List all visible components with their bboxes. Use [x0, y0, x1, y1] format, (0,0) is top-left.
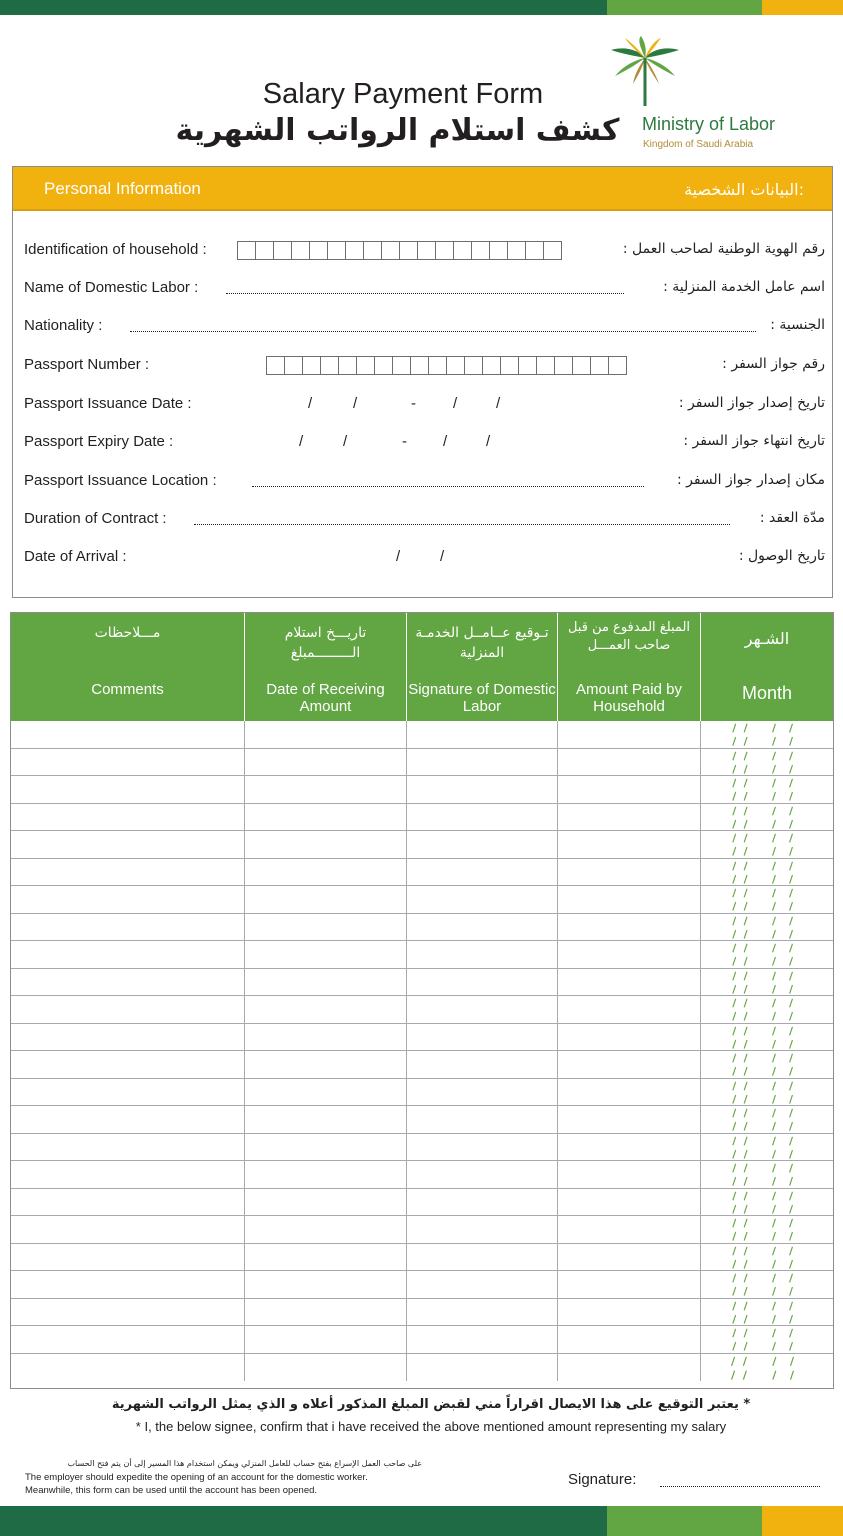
cell-amount[interactable] [558, 969, 701, 996]
nationality-label-en: Nationality : [24, 317, 103, 334]
expiry-date-label-en: Passport Expiry Date : [24, 433, 174, 450]
cell-comments[interactable] [11, 1106, 245, 1133]
cell-amount[interactable] [558, 1244, 701, 1271]
char-box[interactable] [590, 356, 609, 375]
char-box[interactable] [392, 356, 411, 375]
date-slash: / [353, 395, 358, 412]
char-box[interactable] [381, 241, 400, 260]
cell-amount[interactable] [558, 914, 701, 941]
expiry-date-field[interactable] [24, 431, 825, 455]
cell-date[interactable] [245, 1134, 407, 1161]
cell-month[interactable] [701, 859, 833, 886]
cell-signature[interactable] [407, 1244, 558, 1271]
month-date-slashes-icon [725, 1354, 805, 1382]
cell-signature[interactable] [407, 776, 558, 803]
cell-date[interactable] [245, 859, 407, 886]
column-header-ar: المبلغ المدفوع من قبل صاحب العمـــل [567, 620, 691, 653]
char-box[interactable] [338, 356, 357, 375]
column-header-ar: تـوقيع عــامــل الخدمـة المنزلية [415, 625, 549, 661]
cell-date[interactable] [245, 1354, 407, 1382]
cell-date[interactable] [245, 1299, 407, 1326]
signature-label: Signature: [568, 1471, 637, 1488]
month-date-slashes-icon [725, 1161, 805, 1188]
cell-signature[interactable] [407, 1024, 558, 1051]
month-date-slashes-icon [725, 1106, 805, 1133]
cell-month[interactable] [701, 1134, 833, 1161]
issuance-location-label-ar: مكان إصدار جواز السفر : [676, 472, 825, 488]
cell-month[interactable] [701, 721, 833, 748]
char-box[interactable] [345, 241, 364, 260]
cell-month[interactable] [701, 1354, 833, 1382]
char-box[interactable] [453, 241, 472, 260]
date-slash: / [308, 395, 313, 412]
cell-amount[interactable] [558, 941, 701, 968]
cell-signature[interactable] [407, 1326, 558, 1353]
column-header-en: Signature of Domestic Labor [408, 681, 556, 715]
arrival-date-label-ar: تاريخ الوصول : [738, 548, 825, 564]
cell-date[interactable] [245, 1079, 407, 1106]
char-box[interactable] [428, 356, 447, 375]
char-box[interactable] [374, 356, 393, 375]
table-row [11, 831, 833, 859]
cell-comments[interactable] [11, 914, 245, 941]
table-row [11, 1079, 833, 1107]
cell-comments[interactable] [11, 1134, 245, 1161]
month-date-slashes-icon [725, 776, 805, 803]
cell-amount[interactable] [558, 1216, 701, 1243]
cell-date[interactable] [245, 969, 407, 996]
cell-date[interactable] [245, 1051, 407, 1078]
cell-amount[interactable] [558, 1299, 701, 1326]
table-row [11, 1189, 833, 1217]
cell-comments[interactable] [11, 1189, 245, 1216]
signature-line[interactable] [660, 1486, 820, 1487]
cell-signature[interactable] [407, 1051, 558, 1078]
cell-month[interactable] [701, 749, 833, 776]
cell-amount[interactable] [558, 776, 701, 803]
char-box[interactable] [536, 356, 555, 375]
arrival-date-label-en: Date of Arrival : [24, 548, 127, 565]
char-box[interactable] [273, 241, 292, 260]
month-date-slashes-icon [725, 831, 805, 858]
section-header [13, 167, 832, 211]
contract-duration-line[interactable] [194, 524, 730, 525]
passport-number-label-ar: رقم جواز السفر : [722, 356, 825, 372]
date-slash: / [343, 433, 348, 450]
cell-amount[interactable] [558, 1024, 701, 1051]
household-id-field[interactable] [24, 239, 825, 263]
date-slash: / [453, 395, 458, 412]
cell-amount[interactable] [558, 1079, 701, 1106]
passport-number-boxes[interactable] [266, 356, 626, 375]
cell-comments[interactable] [11, 1051, 245, 1078]
cell-signature[interactable] [407, 941, 558, 968]
cell-date[interactable] [245, 749, 407, 776]
char-box[interactable] [363, 241, 382, 260]
contract-duration-label-en: Duration of Contract : [24, 510, 167, 527]
cell-date[interactable] [245, 831, 407, 858]
month-date-slashes-icon [725, 886, 805, 913]
char-box[interactable] [543, 241, 562, 260]
cell-amount[interactable] [558, 1271, 701, 1298]
cell-signature[interactable] [407, 831, 558, 858]
column-header-en: Amount Paid by Household [576, 681, 682, 715]
char-box[interactable] [464, 356, 483, 375]
cell-signature[interactable] [407, 859, 558, 886]
cell-comments[interactable] [11, 1271, 245, 1298]
cell-date[interactable] [245, 1106, 407, 1133]
contract-duration-label-ar: مدّة العقد : [759, 510, 825, 526]
table-row [11, 1244, 833, 1272]
cell-comments[interactable] [11, 1326, 245, 1353]
date-slash: / [396, 548, 401, 565]
footer-note-en-line1: The employer should expedite the opening of an account for the domestic worker. [25, 1472, 368, 1483]
char-box[interactable] [507, 241, 526, 260]
cell-amount[interactable] [558, 804, 701, 831]
column-header-ar: تاريـــخ استلام الـــــــــمبلغ [284, 625, 367, 661]
personal-info-section [12, 166, 833, 598]
date-dash: - [411, 395, 416, 412]
cell-amount[interactable] [558, 1354, 701, 1382]
cell-comments[interactable] [11, 996, 245, 1023]
cell-month[interactable] [701, 1271, 833, 1298]
cell-date[interactable] [245, 1024, 407, 1051]
table-row [11, 1051, 833, 1079]
month-date-slashes-icon [725, 804, 805, 831]
cell-amount[interactable] [558, 1106, 701, 1133]
cell-month[interactable] [701, 886, 833, 913]
char-box[interactable] [446, 356, 465, 375]
nationality-label-ar: الجنسية : [770, 317, 825, 333]
char-box[interactable] [525, 241, 544, 260]
char-box[interactable] [554, 356, 573, 375]
table-row [11, 886, 833, 914]
cell-month[interactable] [701, 969, 833, 996]
issuance-date-label-en: Passport Issuance Date : [24, 395, 192, 412]
issuance-location-field[interactable] [24, 470, 825, 494]
cell-comments[interactable] [11, 1354, 245, 1382]
month-date-slashes-icon [725, 1134, 805, 1161]
form-title-ar: كشف استلام الرواتب الشهرية [175, 113, 620, 148]
section-title-en: Personal Information [44, 179, 201, 198]
cell-comments[interactable] [11, 859, 245, 886]
month-date-slashes-icon [725, 1271, 805, 1298]
cell-month[interactable] [701, 831, 833, 858]
month-date-slashes-icon [725, 859, 805, 886]
cell-signature[interactable] [407, 996, 558, 1023]
cell-signature[interactable] [407, 1134, 558, 1161]
cell-month[interactable] [701, 804, 833, 831]
char-box[interactable] [255, 241, 274, 260]
cell-amount[interactable] [558, 1326, 701, 1353]
char-box[interactable] [410, 356, 429, 375]
cell-month[interactable] [701, 1024, 833, 1051]
cell-month[interactable] [701, 1161, 833, 1188]
cell-date[interactable] [245, 721, 407, 748]
cell-month[interactable] [701, 1299, 833, 1326]
table-header [11, 613, 833, 721]
cell-signature[interactable] [407, 1106, 558, 1133]
cell-month[interactable] [701, 1106, 833, 1133]
cell-signature[interactable] [407, 1216, 558, 1243]
issuance-location-label-en: Passport Issuance Location : [24, 472, 217, 489]
cell-signature[interactable] [407, 804, 558, 831]
confirmation-note-ar: * يعتبر التوقيع على هذا الايصال اقراراً مني لقبض المبلغ المذكور أعلاه و الذي يمثل الرواتب الشهرية [111, 1397, 751, 1412]
cell-amount[interactable] [558, 721, 701, 748]
char-box[interactable] [417, 241, 436, 260]
cell-comments[interactable] [11, 721, 245, 748]
char-box[interactable] [500, 356, 519, 375]
column-header-month [701, 613, 833, 721]
month-date-slashes-icon [725, 721, 805, 748]
column-header-amount [558, 613, 701, 721]
month-date-slashes-icon [725, 749, 805, 776]
cell-signature[interactable] [407, 969, 558, 996]
month-date-slashes-icon [725, 1299, 805, 1326]
cell-signature[interactable] [407, 886, 558, 913]
char-box[interactable] [302, 356, 321, 375]
cell-date[interactable] [245, 804, 407, 831]
month-date-slashes-icon [725, 1216, 805, 1243]
passport-number-field[interactable] [24, 354, 825, 378]
table-row [11, 1326, 833, 1354]
month-date-slashes-icon [725, 969, 805, 996]
char-box[interactable] [327, 241, 346, 260]
cell-date[interactable] [245, 776, 407, 803]
date-slash: / [440, 548, 445, 565]
month-date-slashes-icon [725, 914, 805, 941]
labor-name-field[interactable] [24, 277, 825, 301]
char-box[interactable] [572, 356, 591, 375]
table-row [11, 804, 833, 832]
table-row [11, 1134, 833, 1162]
nationality-line[interactable] [130, 331, 756, 332]
ministry-subtitle: Kingdom of Saudi Arabia [643, 139, 754, 150]
cell-amount[interactable] [558, 859, 701, 886]
section-title-ar: البيانات الشخصية: [684, 180, 804, 199]
date-dash: - [402, 433, 407, 450]
cell-date[interactable] [245, 914, 407, 941]
column-header-signature [407, 613, 558, 721]
footer-note-en-line2: Meanwhile, this form can be used until the account has been opened. [25, 1485, 318, 1496]
cell-date[interactable] [245, 1216, 407, 1243]
ministry-name: Ministry of Labor [642, 114, 776, 134]
nationality-field[interactable] [24, 315, 825, 339]
table-row [11, 914, 833, 942]
cell-signature[interactable] [407, 1299, 558, 1326]
char-box[interactable] [237, 241, 256, 260]
issuance-location-line[interactable] [252, 486, 644, 487]
table-row [11, 1216, 833, 1244]
month-date-slashes-icon [725, 1189, 805, 1216]
labor-name-line[interactable] [226, 293, 624, 294]
confirmation-note-en: * I, the below signee, confirm that i have received the above mentioned amount representing my salary [135, 1419, 727, 1434]
cell-signature[interactable] [407, 1079, 558, 1106]
cell-signature[interactable] [407, 914, 558, 941]
date-slash: / [496, 395, 501, 412]
cell-signature[interactable] [407, 1271, 558, 1298]
table-row [11, 1024, 833, 1052]
arrival-date-field[interactable] [24, 546, 825, 570]
passport-number-label-en: Passport Number : [24, 356, 150, 373]
column-header-en: Date of Receiving Amount [266, 681, 385, 715]
cell-date[interactable] [245, 1244, 407, 1271]
top-color-stripe [0, 0, 843, 15]
cell-comments[interactable] [11, 749, 245, 776]
cell-month[interactable] [701, 1244, 833, 1271]
cell-date[interactable] [245, 1161, 407, 1188]
date-slash: / [486, 433, 491, 450]
cell-date[interactable] [245, 996, 407, 1023]
cell-comments[interactable] [11, 804, 245, 831]
cell-month[interactable] [701, 776, 833, 803]
bottom-color-stripe [0, 1506, 843, 1536]
table-row [11, 996, 833, 1024]
cell-comments[interactable] [11, 1024, 245, 1051]
form-title-en: Salary Payment Form [262, 78, 544, 110]
char-box[interactable] [482, 356, 501, 375]
issuance-date-label-ar: تاريخ إصدار جواز السفر : [678, 395, 825, 411]
cell-month[interactable] [701, 1326, 833, 1353]
cell-amount[interactable] [558, 1161, 701, 1188]
month-date-slashes-icon [725, 1244, 805, 1271]
household-id-boxes[interactable] [237, 241, 561, 260]
cell-comments[interactable] [11, 1244, 245, 1271]
cell-signature[interactable] [407, 721, 558, 748]
char-box[interactable] [471, 241, 490, 260]
cell-date[interactable] [245, 941, 407, 968]
household-id-label-en: Identification of household : [24, 241, 207, 258]
column-header-en: Comments [91, 681, 164, 698]
cell-comments[interactable] [11, 776, 245, 803]
cell-comments[interactable] [11, 969, 245, 996]
labor-name-label-en: Name of Domestic Labor : [24, 279, 199, 296]
char-box[interactable] [291, 241, 310, 260]
cell-signature[interactable] [407, 1161, 558, 1188]
char-box[interactable] [266, 356, 285, 375]
cell-date[interactable] [245, 1271, 407, 1298]
contract-duration-field[interactable] [24, 508, 825, 532]
column-header-comments [11, 613, 245, 721]
month-date-slashes-icon [725, 996, 805, 1023]
table-row [11, 1161, 833, 1189]
salary-table [10, 612, 834, 1389]
cell-date[interactable] [245, 1189, 407, 1216]
month-date-slashes-icon [725, 941, 805, 968]
char-box[interactable] [399, 241, 418, 260]
cell-month[interactable] [701, 1189, 833, 1216]
table-row [11, 721, 833, 749]
cell-amount[interactable] [558, 1189, 701, 1216]
cell-month[interactable] [701, 1051, 833, 1078]
table-row [11, 941, 833, 969]
char-box[interactable] [320, 356, 339, 375]
month-date-slashes-icon [725, 1051, 805, 1078]
column-header-ar: الشـهر [744, 629, 790, 648]
labor-name-label-ar: اسم عامل الخدمة المنزلية : [663, 279, 825, 295]
month-date-slashes-icon [725, 1024, 805, 1051]
date-slash: / [443, 433, 448, 450]
char-box[interactable] [435, 241, 454, 260]
cell-month[interactable] [701, 1216, 833, 1243]
cell-amount[interactable] [558, 886, 701, 913]
char-box[interactable] [284, 356, 303, 375]
issuance-date-field[interactable] [24, 393, 825, 417]
table-row [11, 1271, 833, 1299]
table-row [11, 1354, 833, 1382]
cell-signature[interactable] [407, 1354, 558, 1382]
column-header-ar: مـــلاحظات [94, 625, 161, 641]
cell-month[interactable] [701, 996, 833, 1023]
char-box[interactable] [518, 356, 537, 375]
char-box[interactable] [608, 356, 627, 375]
cell-comments[interactable] [11, 941, 245, 968]
cell-comments[interactable] [11, 886, 245, 913]
table-row [11, 859, 833, 887]
cell-amount[interactable] [558, 1051, 701, 1078]
table-row [11, 776, 833, 804]
cell-comments[interactable] [11, 1299, 245, 1326]
cell-comments[interactable] [11, 1216, 245, 1243]
char-box[interactable] [309, 241, 328, 260]
cell-signature[interactable] [407, 1189, 558, 1216]
table-row [11, 749, 833, 777]
cell-amount[interactable] [558, 996, 701, 1023]
cell-comments[interactable] [11, 1079, 245, 1106]
cell-month[interactable] [701, 941, 833, 968]
date-slash: / [299, 433, 304, 450]
table-row [11, 1299, 833, 1327]
cell-date[interactable] [245, 1326, 407, 1353]
column-header-date [245, 613, 407, 721]
cell-amount[interactable] [558, 831, 701, 858]
cell-amount[interactable] [558, 1134, 701, 1161]
month-date-slashes-icon [725, 1326, 805, 1353]
household-id-label-ar: رقم الهوية الوطنية لصاحب العمل : [622, 241, 825, 257]
cell-amount[interactable] [558, 749, 701, 776]
cell-month[interactable] [701, 1079, 833, 1106]
cell-comments[interactable] [11, 831, 245, 858]
table-row [11, 1106, 833, 1134]
footer-note-ar: على صاحب العمل الإسراع بفتح حساب للعامل المنزلي ويمكن استخدام هذا المسير إلى أن يتم فتح الحساب [67, 1459, 422, 1468]
column-header-en: Month [741, 683, 793, 703]
cell-comments[interactable] [11, 1161, 245, 1188]
cell-date[interactable] [245, 886, 407, 913]
char-box[interactable] [489, 241, 508, 260]
table-body [11, 721, 833, 1381]
ministry-logo-icon [608, 36, 682, 108]
char-box[interactable] [356, 356, 375, 375]
cell-month[interactable] [701, 914, 833, 941]
expiry-date-label-ar: تاريخ انتهاء جواز السفر : [683, 433, 825, 449]
cell-signature[interactable] [407, 749, 558, 776]
month-date-slashes-icon [725, 1079, 805, 1106]
table-row [11, 969, 833, 997]
